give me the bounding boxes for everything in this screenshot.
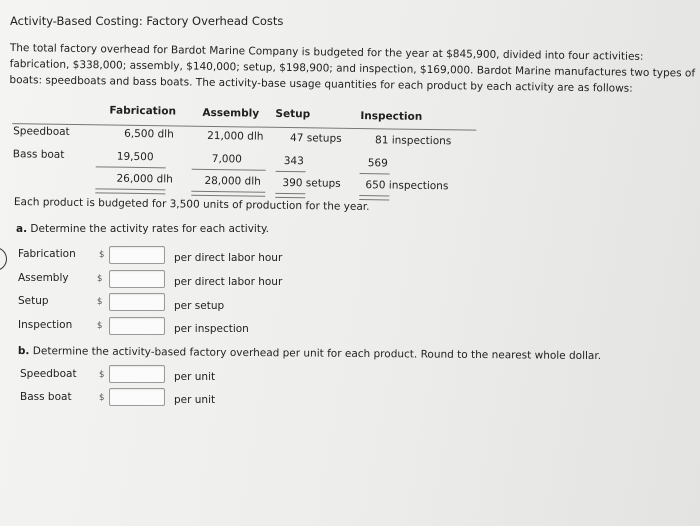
- header-assembly: Assembly: [202, 106, 260, 120]
- row-label-speedboat: Speedboat: [13, 125, 70, 138]
- total-fabrication: 26,000 dlh: [116, 172, 173, 186]
- total-assembly: 28,000 dlh: [204, 174, 261, 188]
- bass-boat-overhead-input[interactable]: [109, 388, 165, 406]
- setup-rate-input[interactable]: [109, 293, 165, 311]
- unit-cost-label-speedboat: Speedboat: [20, 368, 77, 380]
- header-inspection: Inspection: [360, 110, 423, 123]
- currency-bass-boat: $: [99, 393, 105, 403]
- part-b-text: Determine the activity-based factory overhead per unit for each product. Round to the nearest whole dollar.: [32, 345, 602, 363]
- header-fabrication: Fabrication: [109, 104, 177, 118]
- assembly-total-rule: [191, 191, 265, 197]
- inspection-sum-rule: [360, 173, 390, 174]
- bassboat-assembly: 7,000: [211, 152, 242, 166]
- speedboat-assembly: 21,000 dlh: [207, 129, 264, 143]
- part-b-marker: b.: [17, 345, 30, 358]
- rate-label-assembly: Assembly: [18, 272, 69, 284]
- rate-label-fabrication: Fabrication: [18, 248, 76, 260]
- speedboat-setup: 47 setups: [290, 132, 342, 145]
- speedboat-overhead-input[interactable]: [109, 365, 165, 383]
- assembly-sum-rule: [192, 169, 266, 171]
- row-label-bass-boat: Bass boat: [12, 148, 65, 161]
- bassboat-inspection: 569: [367, 157, 388, 170]
- rate-label-setup: Setup: [18, 295, 49, 307]
- speedboat-fabrication: 6,500 dlh: [124, 127, 174, 141]
- bassboat-setup: 343: [283, 154, 304, 168]
- assembly-rate-input[interactable]: [109, 270, 165, 288]
- currency-inspection: $: [97, 321, 103, 331]
- intro-line-2: fabrication, $338,000; assembly, $140,000; setup, $198,900; and inspection, $169,000. Bardot Marine manufactures two types of: [9, 57, 696, 80]
- bassboat-fabrication: 19,500: [116, 150, 154, 164]
- setup-total-rule: [275, 193, 305, 198]
- unit-fabrication: per direct labor hour: [174, 252, 283, 264]
- currency-fabrication: $: [99, 250, 105, 260]
- speedboat-inspection: 81 inspections: [374, 134, 452, 148]
- currency-assembly: $: [97, 274, 103, 284]
- intro-line-3: boats: speedboats and bass boats. The activity-base usage quantities for each product by each activity are as follows:: [9, 73, 633, 95]
- budget-note: Each product is budgeted for 3,500 units of production for the year.: [13, 196, 370, 213]
- unit-assembly: per direct labor hour: [174, 276, 283, 288]
- header-setup: Setup: [275, 107, 311, 121]
- intro-line-1: The total factory overhead for Bardot Marine Company is budgeted for the year at $845,900, divided into four activities:: [9, 41, 644, 63]
- part-a-text: Determine the activity rates for each activity.: [30, 223, 269, 235]
- currency-speedboat: $: [99, 370, 105, 380]
- unit-speedboat: per unit: [174, 371, 216, 383]
- currency-setup: $: [97, 297, 103, 307]
- total-inspection: 650 inspections: [365, 179, 449, 193]
- left-bracket-mark: [0, 247, 7, 271]
- part-a-prompt: [16, 223, 269, 235]
- unit-cost-label-bass-boat: Bass boat: [20, 391, 72, 403]
- total-setup: 390 setups: [282, 176, 341, 190]
- setup-sum-rule: [276, 171, 306, 172]
- page-title: Activity-Based Costing: Factory Overhead Costs: [10, 14, 284, 28]
- inspection-total-rule: [359, 195, 389, 200]
- unit-bass-boat: per unit: [174, 394, 216, 406]
- rate-label-inspection: Inspection: [18, 319, 73, 331]
- unit-setup: per setup: [174, 300, 225, 312]
- part-b-prompt: [18, 345, 601, 362]
- fabrication-sum-rule: [96, 166, 166, 168]
- fabrication-total-rule: [95, 188, 165, 194]
- part-a-marker: a.: [16, 223, 28, 235]
- fabrication-rate-input[interactable]: [109, 246, 165, 264]
- unit-inspection: per inspection: [174, 323, 249, 335]
- inspection-rate-input[interactable]: [109, 317, 165, 335]
